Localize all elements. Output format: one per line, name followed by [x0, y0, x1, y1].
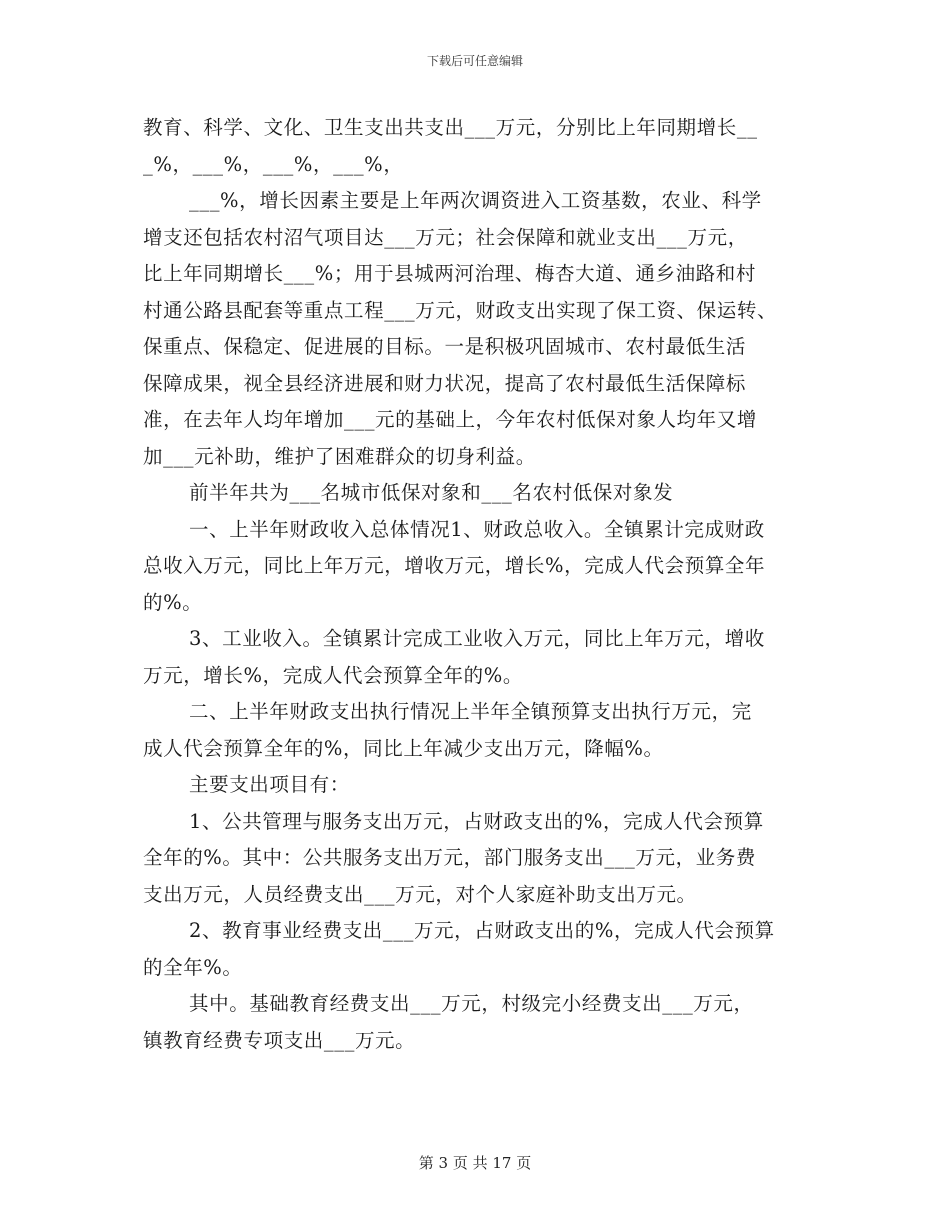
text-line: 加___元补助，维护了困难群众的切身利益。 — [143, 444, 536, 468]
text-line: 保障成果，视全县经济进展和财力状况，提高了农村最低生活保障标 — [143, 371, 747, 395]
page-number: 第 3 页 共 17 页 — [418, 1154, 532, 1172]
text-line: 二、上半年财政支出执行情况上半年全镇预算支出执行万元，完 — [189, 700, 752, 723]
text-line: 镇教育经费专项支出___万元。 — [143, 1028, 416, 1052]
text-line: 3、工业收入。全镇累计完成工业收入万元，同比上年万元，增收 — [189, 627, 765, 650]
text-line: 保重点、保稳定、促进展的目标。一是积极巩固城市、农村最低生活 — [143, 335, 747, 358]
text-line: 的全年%。 — [143, 955, 243, 979]
text-line: 准，在去年人均年增加___元的基础上，今年农村低保对象人均年又增 — [143, 408, 757, 431]
text-line: 前半年共为___名城市低保对象和___名农村低保对象发 — [189, 481, 674, 504]
page-header-note: 下载后可任意编辑 — [426, 54, 523, 68]
text-line: 全年的%。其中：公共服务支出万元，部门服务支出___万元，业务费 — [143, 846, 756, 869]
text-line: 成人代会预算全年的%，同比上年减少支出万元，降幅%。 — [143, 736, 664, 760]
text-line: 2、教育事业经费支出___万元，占财政支出的%，完成人代会预算 — [189, 919, 775, 942]
text-line: 支出万元，人员经费支出___万元，对个人家庭补助支出万元。 — [143, 882, 697, 906]
document-body — [143, 110, 823, 1059]
text-line: _%，___%，___%，___%， — [143, 152, 404, 176]
text-line: 村通公路县配套等重点工程___万元，财政支出实现了保工资、保运转、 — [143, 298, 778, 322]
text-line: ___%，增长因素主要是上年两次调资进入工资基数，农业、科学 — [189, 189, 762, 212]
text-line: 万元，增长%，完成人代会预算全年的%。 — [143, 663, 523, 687]
text-line: 教育、科学、文化、卫生支出共支出___万元，分别比上年同期增长__ — [143, 116, 758, 139]
text-line: 其中。基础教育经费支出___万元，村级完小经费支出___万元， — [189, 992, 754, 1015]
text-line: 主要支出项目有： — [189, 773, 350, 796]
text-line: 一、上半年财政收入总体情况1、财政总收入。全镇累计完成财政 — [189, 517, 765, 541]
text-line: 比上年同期增长___%；用于县城两河治理、梅杏大道、通乡油路和村 — [143, 262, 756, 285]
text-line: 总收入万元，同比上年万元，增收万元，增长%，完成人代会预算全年 — [143, 554, 766, 577]
text-line: 1、公共管理与服务支出万元，占财政支出的%，完成人代会预算 — [189, 809, 764, 833]
text-line: 增支还包括农村沼气项目达___万元；社会保障和就业支出___万元， — [143, 225, 748, 249]
text-line: 的%。 — [143, 590, 203, 614]
